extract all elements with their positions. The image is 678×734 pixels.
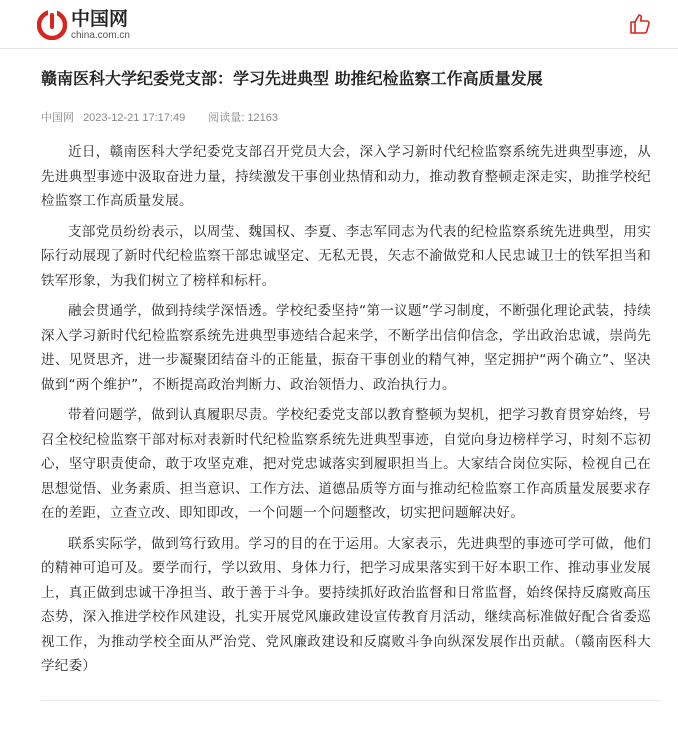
article-meta bbox=[41, 111, 284, 125]
logo-cn-text: 中国网 bbox=[71, 7, 129, 30]
logo-text bbox=[71, 7, 130, 41]
bottom-divider bbox=[41, 700, 660, 701]
article-paragraph: 联系实际学，做到笃行致用。学习的目的在于运用。大家表示，先进典型的事迹可学可做，他们的精神可追可及。要学而行，学以致用、身体力行，把学习成果落实到干好本职工作、推动事业发展上，真正做到忠诚干净担当、敢于善于斗争。要持续抓好政治监督和日常监督，始终保持反腐败高压态势，深入推进学校作风建设，扎实开展党风廉政建设宣传教育月活动，继续高标准做好配合省委巡视工作，为推动学校全面从严治党、党风廉政建设和反腐败斗争向纵深发展作出贡献。（赣南医科大学纪委） bbox=[41, 535, 651, 674]
views-count: 12163 bbox=[247, 112, 278, 124]
article-paragraph: 支部党员纷纷表示，以周莹、魏国权、李夏、李志军同志为代表的纪检监察系统先进典型，用实际行动展现了新时代纪检监察干部忠诚坚定、无私无畏，矢志不渝做党和人民忠诚卫士的铁军担当和铁军形象，为我们树立了榜样和标杆。 bbox=[41, 223, 651, 289]
article-body bbox=[41, 140, 651, 685]
views-label: 阅读量: bbox=[208, 112, 245, 124]
logo-en-text: china.com.cn bbox=[71, 29, 130, 41]
thumbs-up-icon[interactable] bbox=[628, 12, 652, 36]
article-source: 中国网 bbox=[41, 112, 74, 124]
article-datetime: 2023-12-21 17:17:49 bbox=[83, 112, 186, 124]
site-logo[interactable] bbox=[37, 9, 130, 41]
article-paragraph: 近日，赣南医科大学纪委党支部召开党员大会，深入学习新时代纪检监察系统先进典型事迹，从先进典型事迹中汲取奋进力量，持续激发干事创业热情和动力，推动教育整顿走深走实，助推学校纪检监察工作高质量发展。 bbox=[41, 144, 651, 209]
site-header bbox=[0, 0, 678, 49]
article-paragraph: 融会贯通学，做到持续学深悟透。学校纪委坚持“第一议题”学习制度，不断强化理论武装，持续深入学习新时代纪检监察系统先进典型事迹结合起来学，不断学出信仰信念，学出政治忠诚，崇尚先进、见贤思齐，进一步凝聚团结奋斗的正能量，振奋干事创业的精气神，坚定拥护“两个确立”、坚决做到“两个维护”，不断提高政治判断力、政治领悟力、政治执行力。 bbox=[41, 303, 651, 393]
article-paragraph: 带着问题学，做到认真履职尽责。学校纪委党支部以教育整顿为契机，把学习教育贯穿始终，号召全校纪检监察干部对标对表新时代纪检监察系统先进典型事迹，自觉向身边榜样学习，时刻不忘初心，坚守职责使命，敢于攻坚克难，把对党忠诚落实到履职担当上。大家结合岗位实际，检视自己在思想觉悟、业务素质、担当意识、工作方法、道德品质等方面与推动纪检监察工作高质量发展要求存在的差距，立查立改、即知即改，一个问题一个问题整改，切实把问题解决好。 bbox=[41, 407, 651, 521]
china-net-logo-icon bbox=[37, 10, 67, 40]
article-title: 赣南医科大学纪委党支部：学习先进典型 助推纪检监察工作高质量发展 bbox=[41, 69, 543, 88]
